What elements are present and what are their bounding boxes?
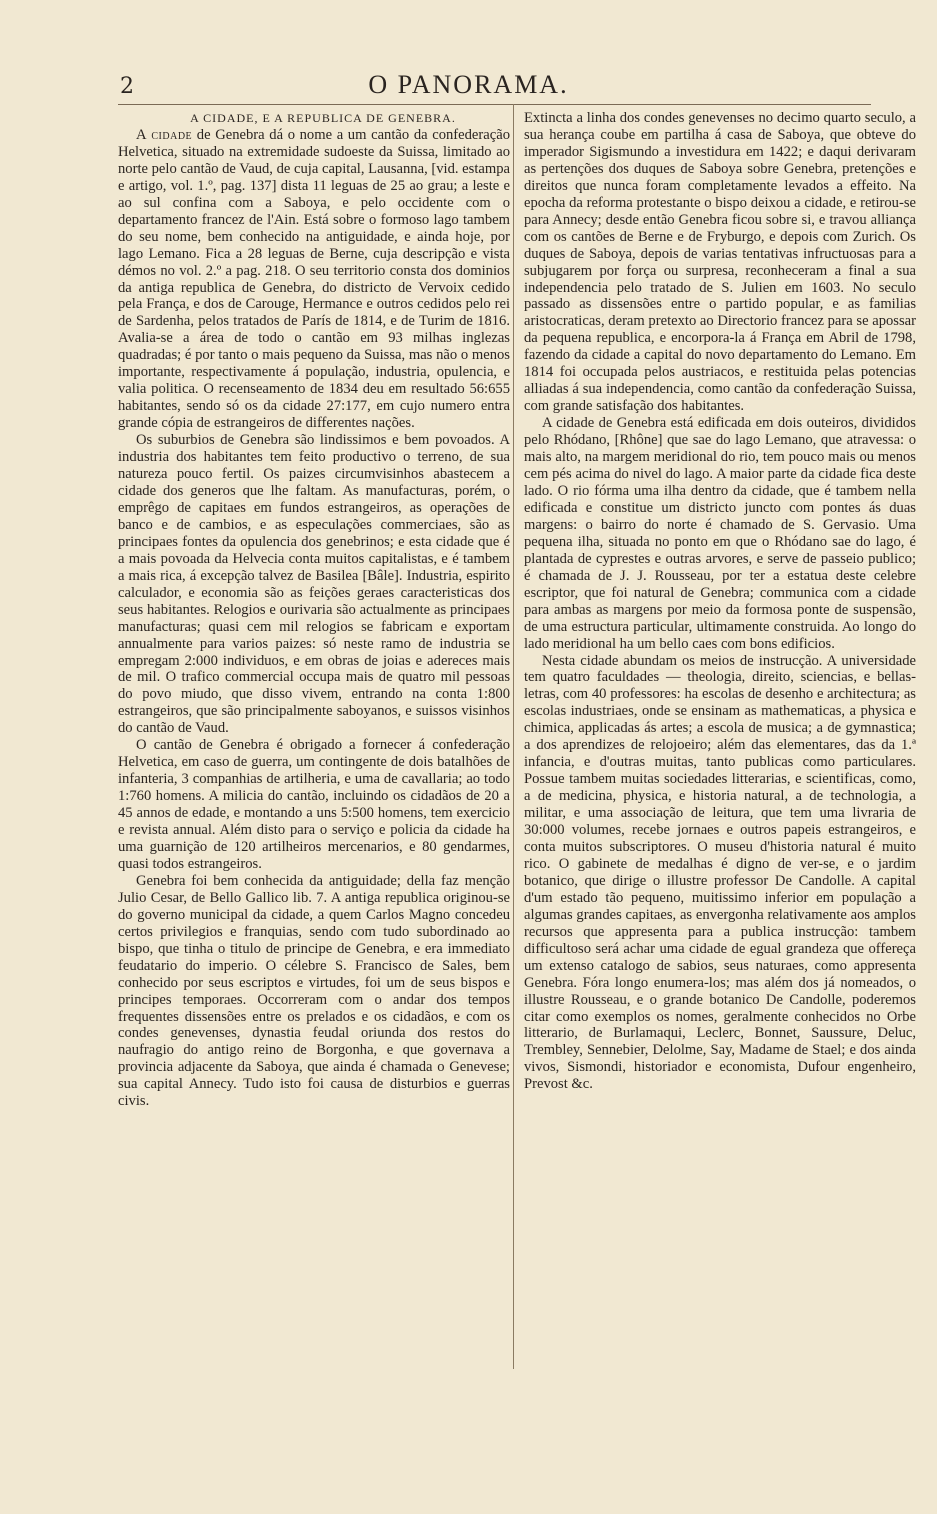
left-column (118, 110, 510, 1110)
paragraph: Nesta cidade abundam os meios de instrucção. A universidade tem quatro faculdades — theologia, direito, sciencias, e bellas-letras, com 40 professores: ha escolas de desenho e architectura; as escolas industriaes, onde se ensinam as mathematicas, a physica e chimica, applicadas ás artes; a escola de musica; a de gymnastica; a dos aprendizes de relojoeiro; além das elementares, das da 1.ª infancia, e d'outras muitas, tanto publicas como particulares. Possue tambem muitas sociedades litterarias, e scientificas, como, a de medicina, physica, e historia natural, a de technologia, a militar, e uma associação de leitura, que tem uma livraria de 30:000 volumes, recebe jornaes e outros papeis estrangeiros, e conta muitos subscriptores. O museu d'historia natural é muito rico. O gabinete de medalhas é digno de ver-se, e o jardim botanico, que dirige o illustre professor De Candolle. A capital d'um estado tão pequeno, muitissimo inferior em população a algumas grandes capitaes, as envergonha relativamente aos amplos recursos que appresenta para a publica instrucção: tambem difficultoso será achar uma cidade de egual grandeza que offereça um extenso catalogo de sabios, seus naturaes, como appresenta Genebra. Fóra longo enumera-los; mas além dos já nomeados, o illustre Rousseau, e o grande botanico De Candolle, poderemos citar como exemplos os nomes, geralmente conhecidos no Orbe litterario, de Burlamaqui, Leclerc, Bonnet, Saussure, Deluc, Trembley, Sennebier, Delolme, Say, Madame de Stael; e dos ainda vivos, Sismondi, historiador e economista, Dufour engenheiro, Prevost &c. (524, 652, 916, 1093)
paragraph: Os suburbios de Genebra são lindissimos e bem povoados. A industria dos habitantes tem feito productivo o terreno, de sua natureza pouco fertil. Os paizes circumvisinhos abastecem a cidade dos generos que lhe faltam. As manufacturas, porém, o emprêgo de capitaes em fundos estrangeiros, as operações de banco e de cambios, e as especulações commerciaes, são as principaes fontes da opulencia dos genebrinos; e esta cidade que é a mais povoada da Helvecia conta muitos capitalistas, e é tambem a mais rica, á excepção talvez de Basilea [Bâle]. Industria, espirito calculador, e economia são as feições geraes caracteristicas dos seus habitantes. Relogios e ourivaria são actualmente as principaes manufacturas; quasi cem mil relogios se fabricam e exportam annualmente para varios paizes: só neste ramo de industria se empregam 2:000 individuos, e em obras de joias e adereces mais de mil. O trafico commercial occupa mais de quatro mil pessoas do povo miudo, que disso vivem, entrando na conta 1:800 estrangeiros, que são principalmente saboyanos, e suissos visinhos do cantão de Vaud. (118, 432, 510, 737)
paragraph: O cantão de Genebra é obrigado a fornecer á confederação Helvetica, em caso de guerra, um contingente de dois batalhões de infanteria, 3 companhias de artilheria, e uma de cavallaria; ao todo 1:760 homens. A milicia do cantão, incluindo os cidadãos de 20 a 45 annos de edade, e montando a uns 5:500 homens, tem exercicio e revista annual. Além disto para o serviço e policia da cidade ha uma guarnição de 120 artilheiros mercenarios, e 80 gendarmes, quasi todos estrangeiros. (118, 737, 510, 872)
header-rule (118, 104, 871, 105)
lead-small-caps: A cidade (136, 126, 193, 143)
paragraph-text: de Genebra dá o nome a um cantão da confederação Helvetica, situado na extremidade sudoeste da Suissa, limitado ao norte pelo cantão de Vaud, de cuja capital, Lausanna, [vid. estampa e artigo, vol. 1.º, pag. 137] dista 11 leguas de 25 ao grau; a leste e ao sul confina com a Saboya, e pelo occidente com o departamento francez de l'Ain. Está sobre o formoso lago tambem do seu nome, bem conhecido na antiguidade, e ainda hoje, por lago Lemano. Fica a 28 leguas de Berne, cuja descripção e vista démos no vol. 2.º a pag. 218. O seu territorio consta dos dominios da antiga republica de Genebra, do districto de Vervoix cedido pela França, e dos de Carouge, Hermance e outros cedidos pelo rei de Sardenha, pelos tratados de París de 1814, e de Turim de 1816. Avalia-se a área de todo o cantão em 93 milhas inglezas quadradas; é por tanto o mais pequeno da Suissa, mas não o menos importante, respectivamente á população, industria, opulencia, e valia politica. O recenseamento de 1834 deu em resultado 56:655 habitantes, sendo só os da cidade 27:177, em cujo numero entra grande cópia de estrangeiros de differentes nações. (118, 126, 511, 432)
page-number: 2 (120, 74, 134, 99)
right-column (524, 110, 916, 1093)
paragraph: Genebra foi bem conhecida da antiguidade; della faz menção Julio Cesar, de Bello Gallico lib. 7. A antiga republica originou-se do governo municipal da cidade, a quem Carlos Magno concedeu certos privilegios e franquias, sendo com tudo subordinado ao bispo, que tinha o titulo de principe de Genebra, e era immediato feudatario do imperio. O célebre S. Francisco de Sales, bem conhecido por seus escriptos e virtudes, foi um de seus bispos e principes temporaes. Occorreram com o andar dos tempos frequentes dissensões entre os prelados e os cidadãos, e com os condes genevenses, dynastia feudal oriunda dos restos do naufragio do antigo reino de Borgonha, e que governava a provincia adjacente da Saboya, que ainda é chamada o Genevese; sua capital Annecy. Tudo isto foi causa de disturbios e guerras civis. (118, 872, 510, 1110)
paragraph: Extincta a linha dos condes genevenses no decimo quarto seculo, a sua herança coube em partilha á casa de Saboya, que obteve do imperador Sigismundo a investidura em 1422; e daqui derivaram as pertenções dos duques de Saboya sobre Genebra, pretenções e direitos que nunca foram completamente levados a effeito. Na epocha da reforma protestante o bispo deixou a cidade, e retirou-se para Annecy; desde então Genebra ficou sobre si, e travou alliança com os cantões de Berne e de Fryburgo, e depois com Zurich. Os duques de Saboya, depois de varias tentativas infructuosas para a subjugarem por força ou surpresa, reconheceram a final a sua independencia pelo tratado de S. Julien em 1603. No seculo passado as dissensões entre o partido popular, e as familias aristocraticas, deram pretexto ao Directorio francez para se apossar da pequena republica, e encorpora-la á França em Abril de 1798, fazendo da cidade a capital do novo departamento do Lemano. Em 1814 foi occupada pelos austriacos, e restituida pelas potencias alliadas á sua independencia, como cantão da confederação Suissa, com grande satisfação dos habitantes. (524, 110, 916, 415)
article-heading: A CIDADE, E A REPUBLICA DE GENEBRA. (190, 111, 456, 125)
column-divider (513, 104, 514, 1369)
masthead-title: O PANORAMA. (368, 70, 569, 99)
paragraph: A cidade de Genebra está edificada em dois outeiros, divididos pelo Rhódano, [Rhône] que sae do lago Lemano, que atravessa: o mais alto, na margem meridional do rio, tem pouco mais ou menos cem pés acima do nivel do lago. A maior parte da cidade fica deste lado. O rio fórma uma ilha dentro da cidade, que é tambem nella edificada e constitue um districto juncto com pontes ás duas margens: o bairro do norte é chamado de S. Gervasio. Uma pequena ilha, situada no ponto em que o Rhódano sae do lago, é plantada de cyprestes e outras arvores, e serve de passeio publico; é chamada de J. J. Rousseau, por ter a estatua deste celebre escriptor, que foi natural de Genebra; communica com a cidade para ambas as margens por meio da formosa ponte de suspensão, de uma estructura particular, ultimamente construida. Ao longo do lado meridional ha um bello caes com bons edificios. (524, 415, 916, 652)
paragraph (118, 127, 510, 432)
